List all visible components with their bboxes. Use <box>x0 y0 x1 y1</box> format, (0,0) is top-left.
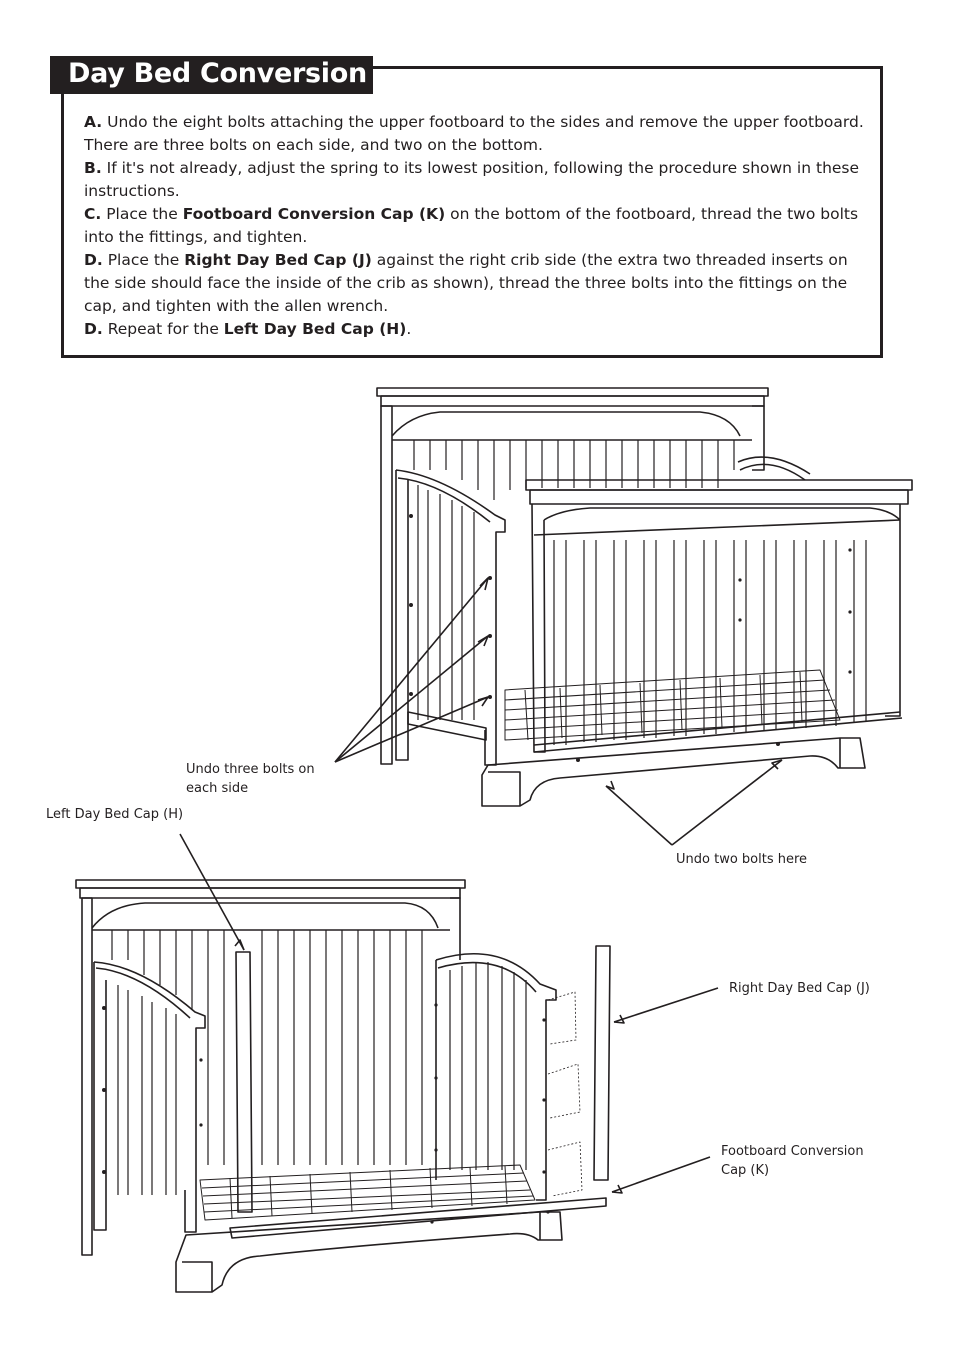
step-text: on the bottom of the footboard, thread the two bolts into the fittings, and tighten. <box>84 205 859 246</box>
step-text: Repeat for the <box>102 320 224 338</box>
step-text: Place the <box>102 251 185 269</box>
step-letter: D. <box>84 320 103 338</box>
instruction-step <box>84 111 864 157</box>
step-letter: D. <box>84 251 103 269</box>
callout-undo-two-bolts: Undo two bolts here <box>676 852 808 867</box>
callout-footboard-cap-line1: Footboard Conversion <box>721 1144 864 1159</box>
callout-undo-three-line1: Undo three bolts on <box>186 762 315 777</box>
callout-undo-three-bolts <box>186 760 315 798</box>
callout-left-day-bed-cap: Left Day Bed Cap (H) <box>46 807 184 822</box>
step-letter: B. <box>84 159 102 177</box>
step-letter: A. <box>84 113 103 131</box>
instruction-step <box>84 318 864 341</box>
step-text: . <box>406 320 412 338</box>
part-name: Footboard Conversion Cap (K) <box>182 205 446 223</box>
instruction-step <box>84 249 864 318</box>
instruction-step <box>84 157 864 203</box>
part-name: Right Day Bed Cap (J) <box>184 251 372 269</box>
instructions-text <box>84 111 864 341</box>
callout-footboard-cap-line2: Cap (K) <box>721 1163 770 1178</box>
section-title: Day Bed Conversion <box>68 58 367 89</box>
section-title-tab <box>50 56 373 94</box>
callout-footboard-conversion-cap <box>721 1142 864 1180</box>
part-name: Left Day Bed Cap (H) <box>223 320 407 338</box>
step-text: If it's not already, adjust the spring to its lowest position, following the procedure shown in these instructions. <box>84 159 860 200</box>
step-letter: C. <box>84 205 102 223</box>
callout-undo-three-line2: each side <box>186 781 249 796</box>
top-crib-illustration <box>335 388 912 845</box>
step-text: against the right crib side (the extra two threaded inserts on the side should face the inside of the crib as shown), thread the three bolts into the fittings on the cap, and tighten with the allen wrench. <box>84 251 848 315</box>
step-text: Place the <box>101 205 183 223</box>
bottom-daybed-illustration <box>76 834 718 1292</box>
callout-right-day-bed-cap: Right Day Bed Cap (J) <box>729 981 870 996</box>
instruction-step <box>84 203 864 249</box>
instructions-box <box>61 66 883 358</box>
step-text: Undo the eight bolts attaching the upper footboard to the sides and remove the upper footboard. There are three bolts on each side, and two on the bottom. <box>84 113 864 154</box>
